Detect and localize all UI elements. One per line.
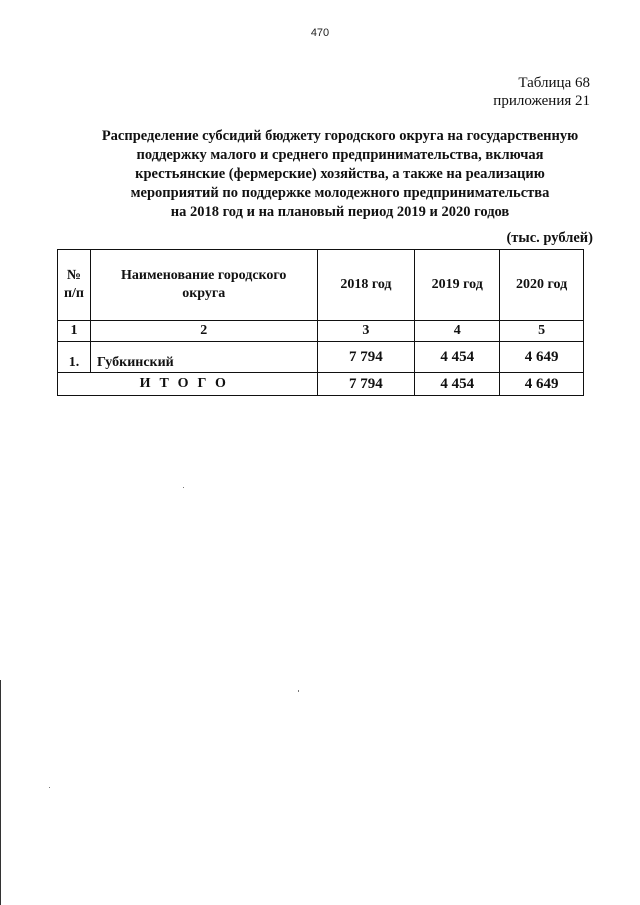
district-name: Губкинский (90, 342, 317, 373)
header-district-name (90, 250, 317, 321)
header-2019: 2019 год (415, 250, 500, 321)
title-line-1: Распределение субсидий бюджету городского округа на государственную (101, 128, 579, 144)
total-row (58, 373, 584, 396)
table-header-row (58, 250, 584, 321)
header-name-line-1: Наименование городского (121, 268, 287, 283)
value-2020: 4 649 (500, 342, 584, 373)
column-number: 5 (500, 321, 584, 342)
table-ref-line-1: Таблица 68 (518, 75, 590, 91)
row-number: 1. (58, 342, 91, 373)
total-label: ИТОГО (58, 373, 318, 396)
table-reference (493, 74, 590, 110)
header-number-line-2: п/п (63, 286, 84, 301)
header-number-line-1: № (66, 268, 81, 283)
table-row (58, 342, 584, 373)
total-2019: 4 454 (415, 373, 500, 396)
header-number (58, 250, 91, 321)
column-number: 4 (415, 321, 500, 342)
page-number: 470 (310, 27, 330, 39)
header-name-line-2: округа (182, 286, 226, 301)
subsidy-table (57, 249, 584, 396)
title-line-3: крестьянские (фермерские) хозяйства, а также на реализацию (135, 166, 545, 182)
column-number: 3 (317, 321, 415, 342)
value-2019: 4 454 (415, 342, 500, 373)
column-number: 2 (90, 321, 317, 342)
title-line-5: на 2018 год и на плановый период 2019 и 2020 годов (170, 204, 510, 220)
column-number: 1 (58, 321, 91, 342)
total-2020: 4 649 (500, 373, 584, 396)
scan-speck (49, 787, 50, 788)
scan-edge-line (0, 680, 1, 905)
document-title (70, 127, 610, 222)
table-ref-line-2: приложения 21 (493, 93, 590, 109)
units-label: (тыс. рублей) (506, 230, 593, 246)
column-number-row (58, 321, 584, 342)
header-2020: 2020 год (500, 250, 584, 321)
total-2018: 7 794 (317, 373, 415, 396)
scan-speck (298, 690, 299, 692)
header-2018: 2018 год (317, 250, 415, 321)
scan-speck (183, 487, 184, 488)
value-2018: 7 794 (317, 342, 415, 373)
title-line-4: мероприятий по поддержке молодежного предпринимательства (130, 185, 550, 201)
title-line-2: поддержку малого и среднего предпринимательства, включая (136, 147, 544, 163)
